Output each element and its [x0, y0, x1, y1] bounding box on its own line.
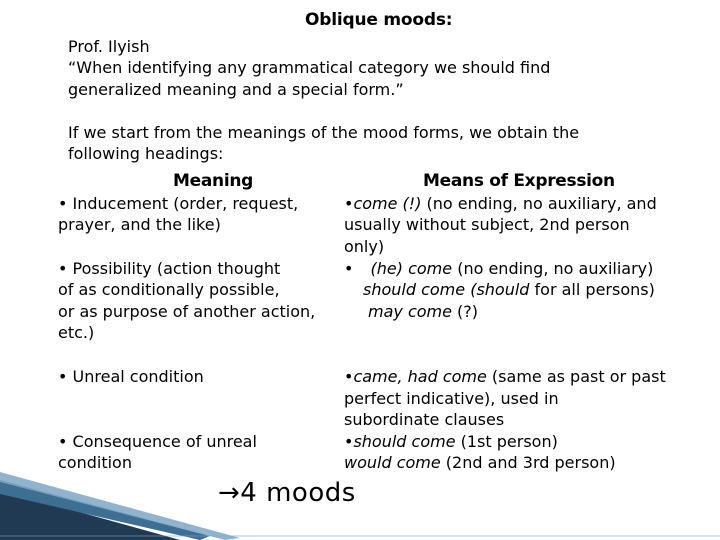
quote-line-1: “When identifying any grammatical category we should find [68, 58, 551, 77]
means-line-1: •come (!) (no ending, no auxiliary, and [344, 194, 657, 213]
possibility-line-1: • Possibility (action thought [58, 259, 281, 278]
consequence-line-2: condition [58, 453, 132, 472]
means-line-6: may come (?) [368, 302, 479, 321]
means-line-11: would come (2nd and 3rd person) [344, 453, 616, 472]
means-line-9: subordinate clauses [344, 410, 505, 429]
possibility-line-2: of as conditionally possible, [58, 280, 280, 299]
means-line-2: usually without subject, 2nd person [344, 215, 630, 234]
means-line-8: perfect indicative), used in [344, 389, 559, 408]
means-heading: Means of Expression [423, 171, 615, 191]
slide-title: Oblique moods: [305, 10, 453, 30]
unreal-condition: • Unreal condition [58, 367, 204, 386]
conclusion-four-moods: →4 moods [218, 478, 356, 508]
quote-line-2: generalized meaning and a special form.” [68, 80, 404, 99]
intro-line-1: If we start from the meanings of the mood forms, we obtain the [68, 123, 580, 142]
corner-swoosh-decoration [0, 450, 720, 540]
inducement-line-2: prayer, and the like) [58, 215, 221, 234]
author-name: Prof. Ilyish [68, 37, 150, 56]
means-line-3: only) [344, 237, 385, 256]
means-line-7: •came, had come (same as past or past [344, 367, 666, 386]
possibility-line-3: or as purpose of another action, [58, 302, 316, 321]
means-line-4: • (he) come (no ending, no auxiliary) [344, 259, 654, 278]
possibility-line-4: etc.) [58, 323, 95, 342]
consequence-line-1: • Consequence of unreal [58, 432, 257, 451]
means-line-5: should come (should for all persons) [363, 280, 655, 299]
meaning-heading: Meaning [173, 171, 254, 191]
intro-line-2: following headings: [68, 144, 224, 163]
inducement-line-1: • Inducement (order, request, [58, 194, 299, 213]
means-line-10: •should come (1st person) [344, 432, 558, 451]
